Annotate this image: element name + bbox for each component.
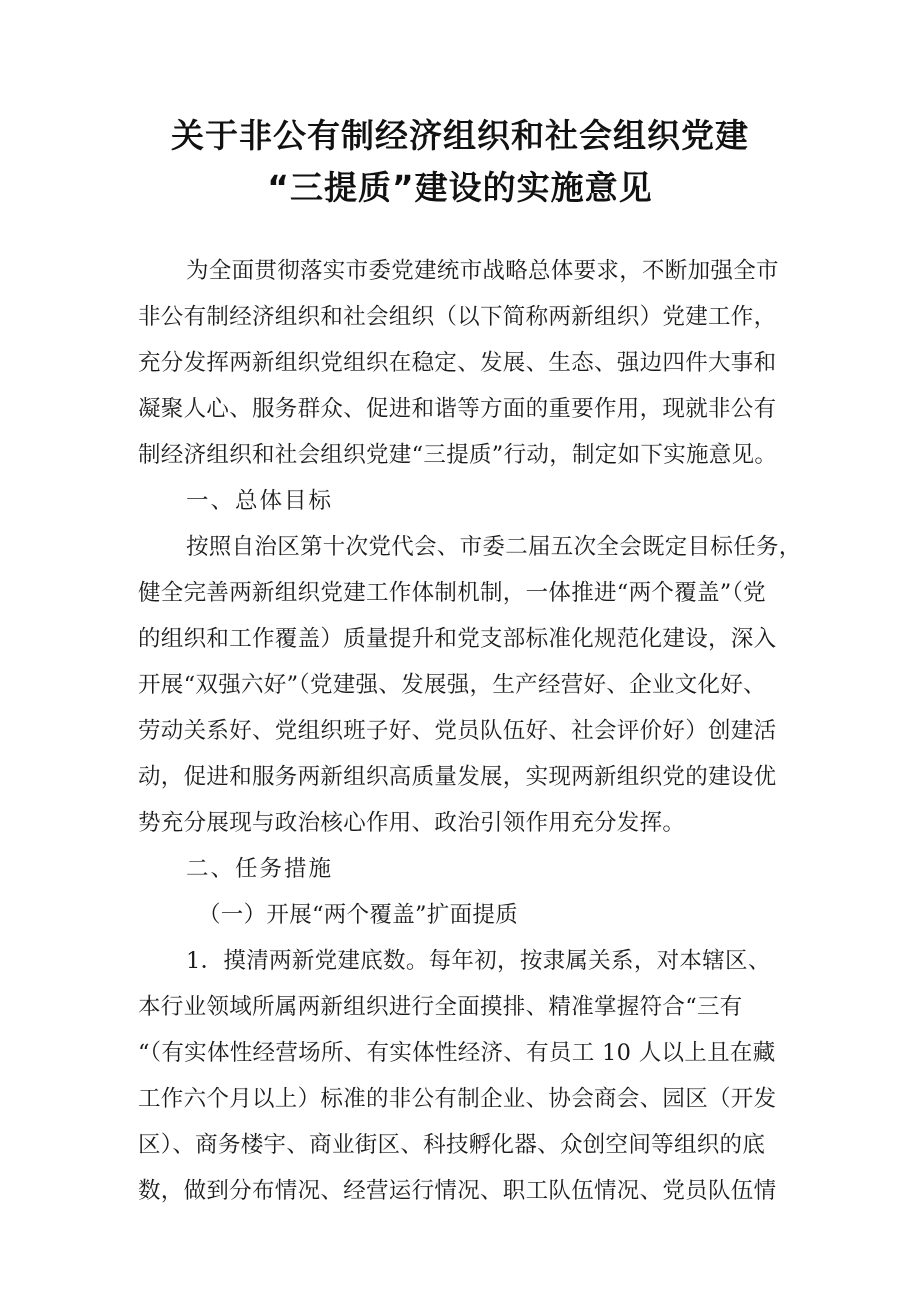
paragraph-task-line: 本行业领域所属两新组织进行全面摸排、精准掌握符合“三有 xyxy=(138,994,743,1020)
paragraph-intro-line: 凝聚人心、服务群众、促进和谐等方面的重要作用，现就非公有 xyxy=(138,396,777,422)
subsection-heading-coverage: （一）开展“两个覆盖”扩面提质 xyxy=(198,902,519,928)
paragraph-task-line: 1．摸清两新党建底数。每年初，按隶属关系，对本辖区、 xyxy=(186,948,771,974)
paragraph-task-line: 工作六个月以上）标准的非公有制企业、协会商会、园区（开发 xyxy=(138,1086,777,1112)
paragraph-goal-line: 按照自治区第十次党代会、市委二届五次全会既定目标任务， xyxy=(186,534,802,560)
paragraph-goal-line: 势充分展现与政治核心作用、政治引领作用充分发挥。 xyxy=(138,810,686,836)
paragraph-goal-line: 开展“双强六好”（党建强、发展强，生产经营好、企业文化好、 xyxy=(138,672,766,698)
paragraph-task-line: 区）、商务楼宇、商业街区、科技孵化器、众创空间等组织的底 xyxy=(138,1132,766,1158)
paragraph-task-line: 数，做到分布情况、经营运行情况、职工队伍情况、党员队伍情 xyxy=(138,1178,777,1204)
paragraph-task-line: “（有实体性经营场所、有实体性经济、有员工 10 人以上且在藏 xyxy=(138,1040,776,1066)
document-title-line-1: 关于非公有制经济组织和社会组织党建 xyxy=(171,116,749,155)
document-title-line-2: “三提质”建设的实施意见 xyxy=(267,168,653,207)
paragraph-goal-line: 的组织和工作覆盖）质量提升和党支部标准化规范化建设，深入 xyxy=(138,626,777,652)
paragraph-intro-line: 制经济组织和社会组织党建“三提质”行动，制定如下实施意见。 xyxy=(138,442,778,468)
paragraph-intro-line: 非公有制经济组织和社会组织（以下简称两新组织）党建工作， xyxy=(138,304,777,330)
paragraph-intro-line: 充分发挥两新组织党组织在稳定、发展、生态、强边四件大事和 xyxy=(138,350,777,376)
paragraph-goal-line: 动，促进和服务两新组织高质量发展，实现两新组织党的建设优 xyxy=(138,764,777,790)
section-heading-tasks: 二、任务措施 xyxy=(186,856,334,882)
paragraph-goal-line: 劳动关系好、党组织班子好、党员队伍好、社会评价好）创建活 xyxy=(138,718,777,744)
paragraph-goal-line: 健全完善两新组织党建工作体制机制，一体推进“两个覆盖”（党 xyxy=(138,580,766,606)
section-heading-overall-goal: 一、总体目标 xyxy=(186,488,334,514)
paragraph-intro-line: 为全面贯彻落实市委党建统市战略总体要求，不断加强全市 xyxy=(186,258,779,284)
